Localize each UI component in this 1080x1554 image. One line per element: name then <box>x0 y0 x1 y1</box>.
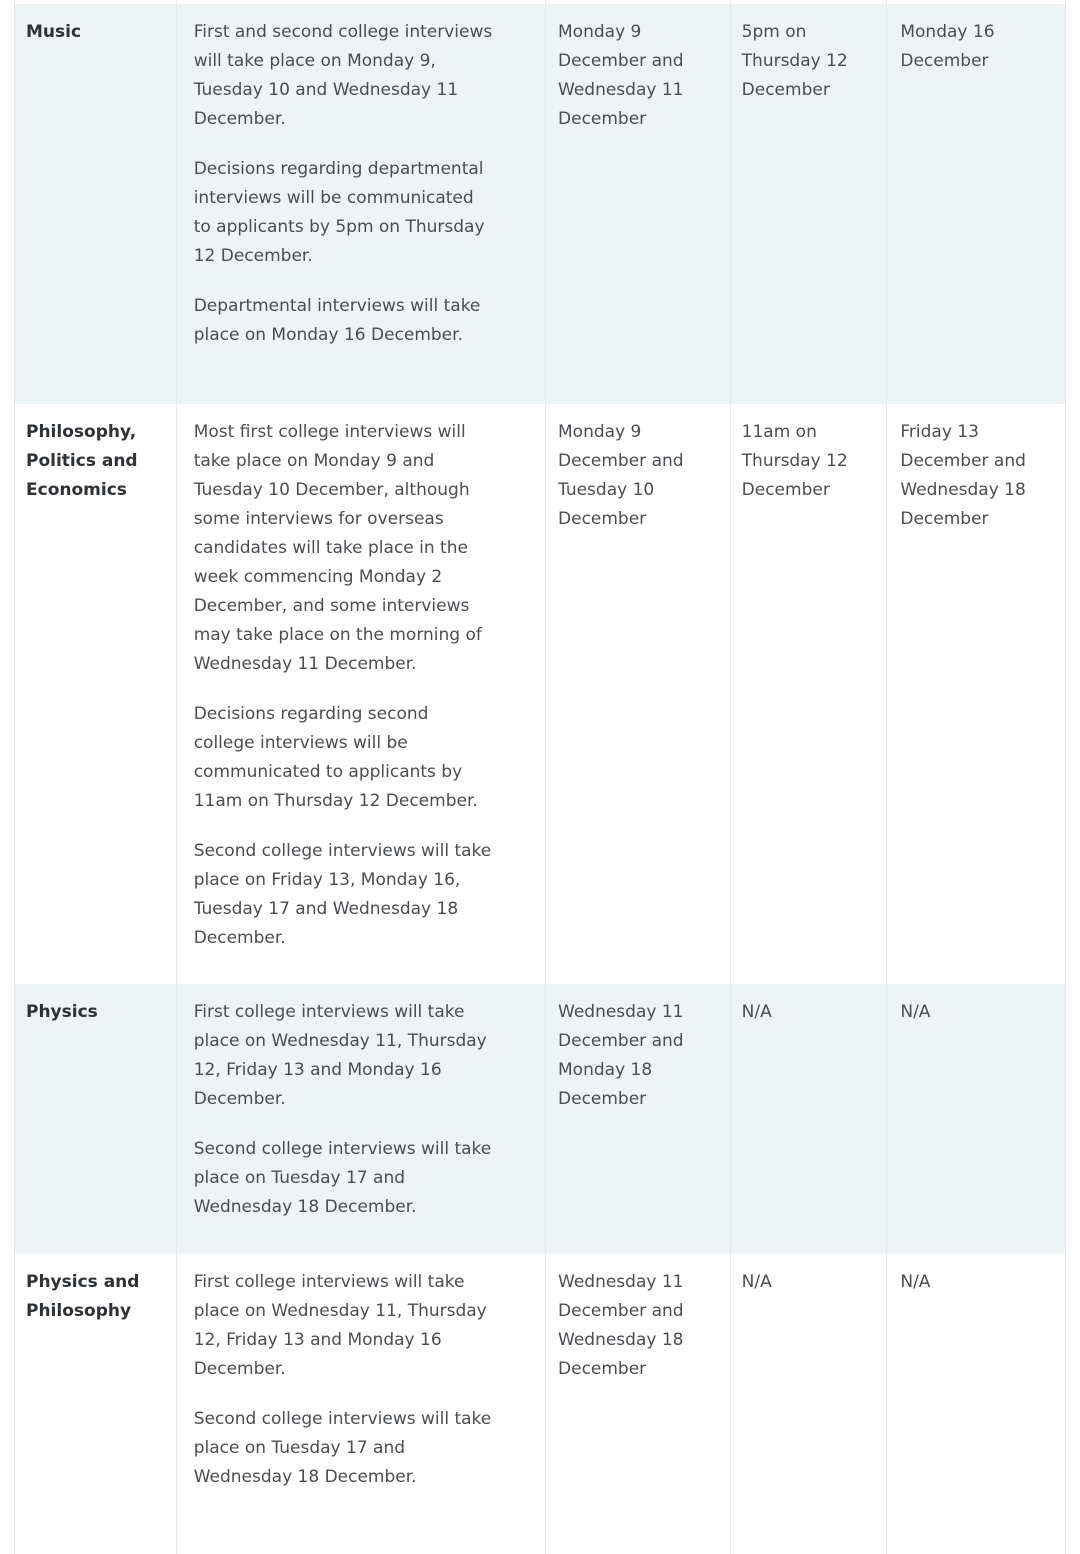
details-paragraph: Second college interviews will take place on Tuesday 17 and Wednesday 18 December. <box>193 1409 492 1487</box>
details-paragraph: First college interviews will take place on Wednesday 11, Thursday 12, Friday 13 and Monday 16 December. <box>193 1272 487 1379</box>
first-interviews-cell: Monday 9 December and Tuesday 10 December <box>546 404 731 984</box>
table-row <box>15 984 1065 1254</box>
interview-schedule-table <box>14 0 1066 1554</box>
details-paragraph: First and second college interviews will take place on Monday 9, Tuesday 10 and Wednesday 11 December. <box>193 22 493 129</box>
second-interviews-cell: N/A <box>900 1272 931 1292</box>
details-cell <box>177 4 546 404</box>
details-cell <box>177 984 546 1254</box>
subject-cell: Music <box>15 4 177 404</box>
details-paragraph: Most first college interviews will take place on Monday 9 and Tuesday 10 December, although some interviews for overseas candidates will take place in the week commencing Monday 2 December, and some interviews may take place on the morning of Wednesday 11 December. <box>193 422 482 674</box>
second-interviews-cell: N/A <box>900 1002 931 1022</box>
details-cell <box>177 1254 546 1554</box>
second-interviews-cell: Friday 13 December and Wednesday 18 December <box>900 422 1026 529</box>
details-paragraph: First college interviews will take place on Wednesday 11, Thursday 12, Friday 13 and Monday 16 December. <box>193 1002 487 1109</box>
subject-cell: Physics and Philosophy <box>15 1254 177 1554</box>
decisions-cell: 11am on Thursday 12 December <box>731 404 888 984</box>
details-cell <box>177 404 546 984</box>
details-paragraph: Second college interviews will take place on Tuesday 17 and Wednesday 18 December. <box>193 1139 492 1217</box>
first-interviews-cell: Monday 9 December and Wednesday 11 December <box>546 4 731 404</box>
table-row <box>15 404 1065 984</box>
table-body <box>15 4 1065 1554</box>
first-interviews-cell: Wednesday 11 December and Monday 18 December <box>546 984 731 1254</box>
second-interviews-cell: Monday 16 December <box>900 22 995 71</box>
details-paragraph: Departmental interviews will take place on Monday 16 December. <box>193 296 481 345</box>
decisions-cell: N/A <box>731 984 888 1254</box>
table-row <box>15 1254 1065 1554</box>
first-interviews-cell: Wednesday 11 December and Wednesday 18 December <box>546 1254 731 1554</box>
details-paragraph: Decisions regarding departmental interviews will be communicated to applicants by 5pm on Thursday 12 December. <box>193 159 485 266</box>
details-paragraph: Second college interviews will take place on Friday 13, Monday 16, Tuesday 17 and Wednesday 18 December. <box>193 841 492 948</box>
table-row <box>15 4 1065 404</box>
decisions-cell: 5pm on Thursday 12 December <box>731 4 888 404</box>
subject-cell: Philosophy, Politics and Economics <box>15 404 177 984</box>
subject-cell: Physics <box>15 984 177 1254</box>
details-paragraph: Decisions regarding second college interviews will be communicated to applicants by 11am on Thursday 12 December. <box>193 704 478 811</box>
decisions-cell: N/A <box>731 1254 888 1554</box>
